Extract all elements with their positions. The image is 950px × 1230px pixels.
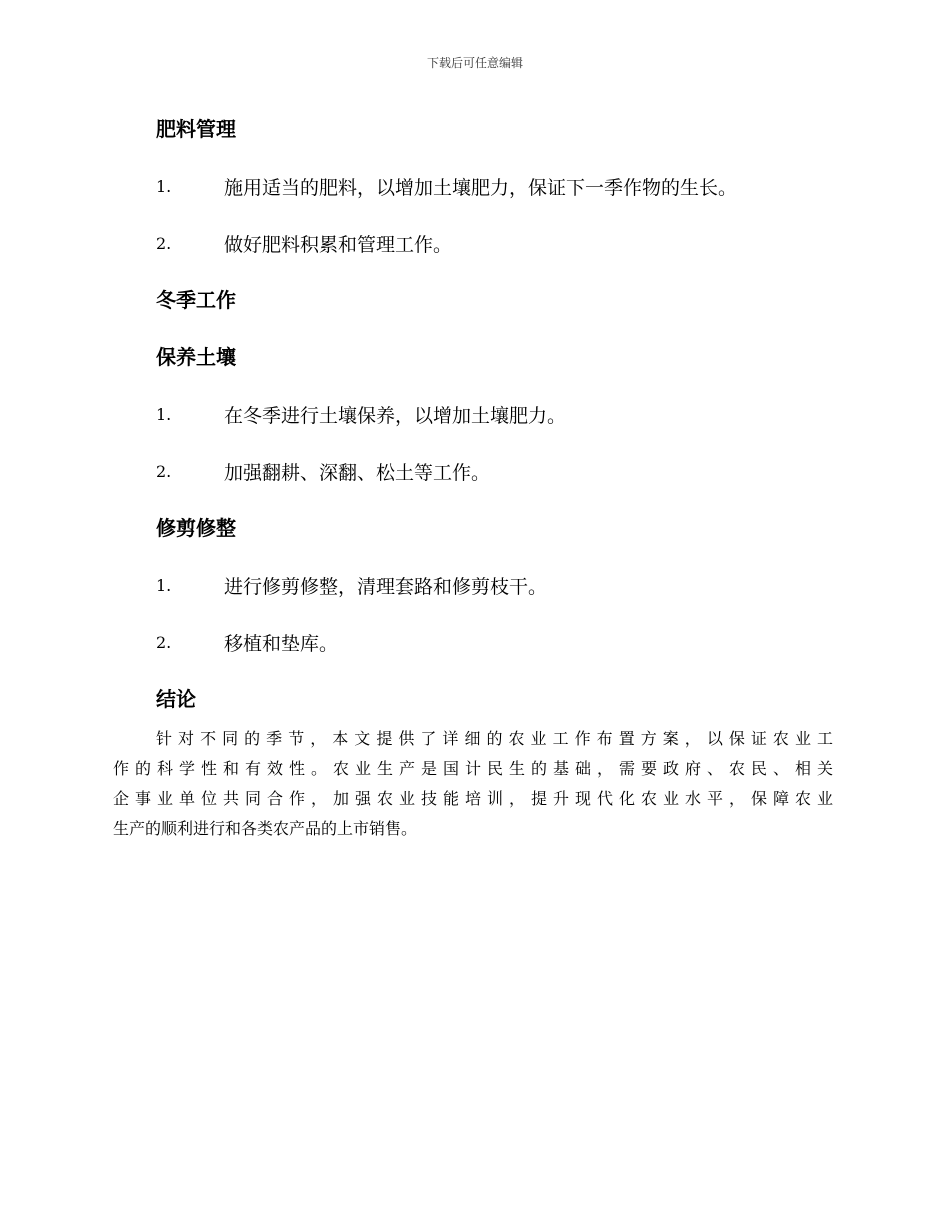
list-number: 1. (156, 176, 172, 196)
paragraph-line: 生产的顺利进行和各类农产品的上市销售。 (113, 819, 418, 838)
list-item (113, 568, 833, 602)
list-item (113, 625, 833, 659)
list-item (113, 169, 833, 203)
heading-soil: 保养土壤 (156, 345, 236, 369)
list-text: 做好肥料积累和管理工作。 (224, 233, 453, 256)
list-number: 2. (156, 632, 172, 652)
list-text: 施用适当的肥料，以增加土壤肥力，保证下一季作物的生长。 (224, 176, 738, 199)
heading-fertilizer: 肥料管理 (156, 117, 236, 141)
list-text: 加强翻耕、深翻、松土等工作。 (224, 461, 491, 484)
heading-pruning: 修剪修整 (156, 516, 236, 540)
list-number: 2. (156, 461, 172, 481)
list-number: 2. (156, 233, 172, 253)
heading-winter: 冬季工作 (156, 288, 236, 312)
paragraph-line: 作的科学性和有效性。农业生产是国计民生的基础，需要政府、农民、相关 (113, 759, 833, 778)
list-item (113, 226, 833, 260)
heading-conclusion: 结论 (156, 687, 196, 711)
conclusion-paragraph (113, 724, 833, 844)
list-text: 在冬季进行土壤保养，以增加土壤肥力。 (224, 404, 567, 427)
header-note: 下载后可任意编辑 (426, 56, 523, 70)
paragraph-line: 针对不同的季节，本文提供了详细的农业工作布置方案，以保证农业工 (156, 729, 833, 748)
list-text: 进行修剪修整，清理套路和修剪枝干。 (224, 575, 548, 598)
list-item (113, 454, 833, 488)
list-item (113, 397, 833, 431)
list-text: 移植和垫库。 (224, 632, 339, 655)
list-number: 1. (156, 575, 172, 595)
list-number: 1. (156, 404, 172, 424)
paragraph-line: 企事业单位共同合作，加强农业技能培训，提升现代化农业水平，保障农业 (113, 789, 833, 808)
document-content (113, 112, 833, 844)
